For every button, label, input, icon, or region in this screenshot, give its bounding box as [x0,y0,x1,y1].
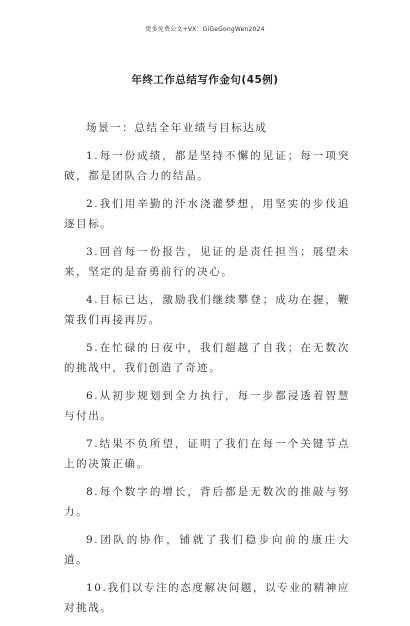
list-item: 2.我们用辛勤的汗水浇灌梦想，用坚实的步伐追逐目标。 [64,198,350,230]
document-title: 年终工作总结写作金句(45例) [131,74,279,86]
list-item: 10.我们以专注的态度解决问题，以专业的精神应对挑战。 [64,582,350,614]
list-item: 4.目标已达，激励我们继续攀登；成功在握，鞭策我们再接再厉。 [64,294,350,326]
list-item: 7.结果不负所望，证明了我们在每一个关键节点上的决策正确。 [64,438,350,470]
list-item: 3.回首每一份报告，见证的是责任担当；展望未来，坚定的是奋勇前行的决心。 [64,246,350,278]
list-item: 1.每一份成绩，都是坚持不懈的见证；每一项突破，都是团队合力的结晶。 [64,150,350,182]
list-item: 6.从初步规划到全力执行，每一步都浸透着智慧与付出。 [64,390,350,422]
header-note: 更多免费公文+VX：GiGeGongWen2024 [145,26,265,33]
list-item: 8.每个数字的增长，背后都是无数次的推敲与努力。 [64,486,350,518]
list-item: 9.团队的协作，铺就了我们稳步向前的康庄大道。 [64,534,350,566]
list-item: 5.在忙碌的日夜中，我们超越了自我；在无数次的挑战中，我们创造了奇迹。 [64,342,350,374]
document-body [64,118,350,626]
scene-heading: 场景一：总结全年业绩与目标达成 [86,122,268,134]
